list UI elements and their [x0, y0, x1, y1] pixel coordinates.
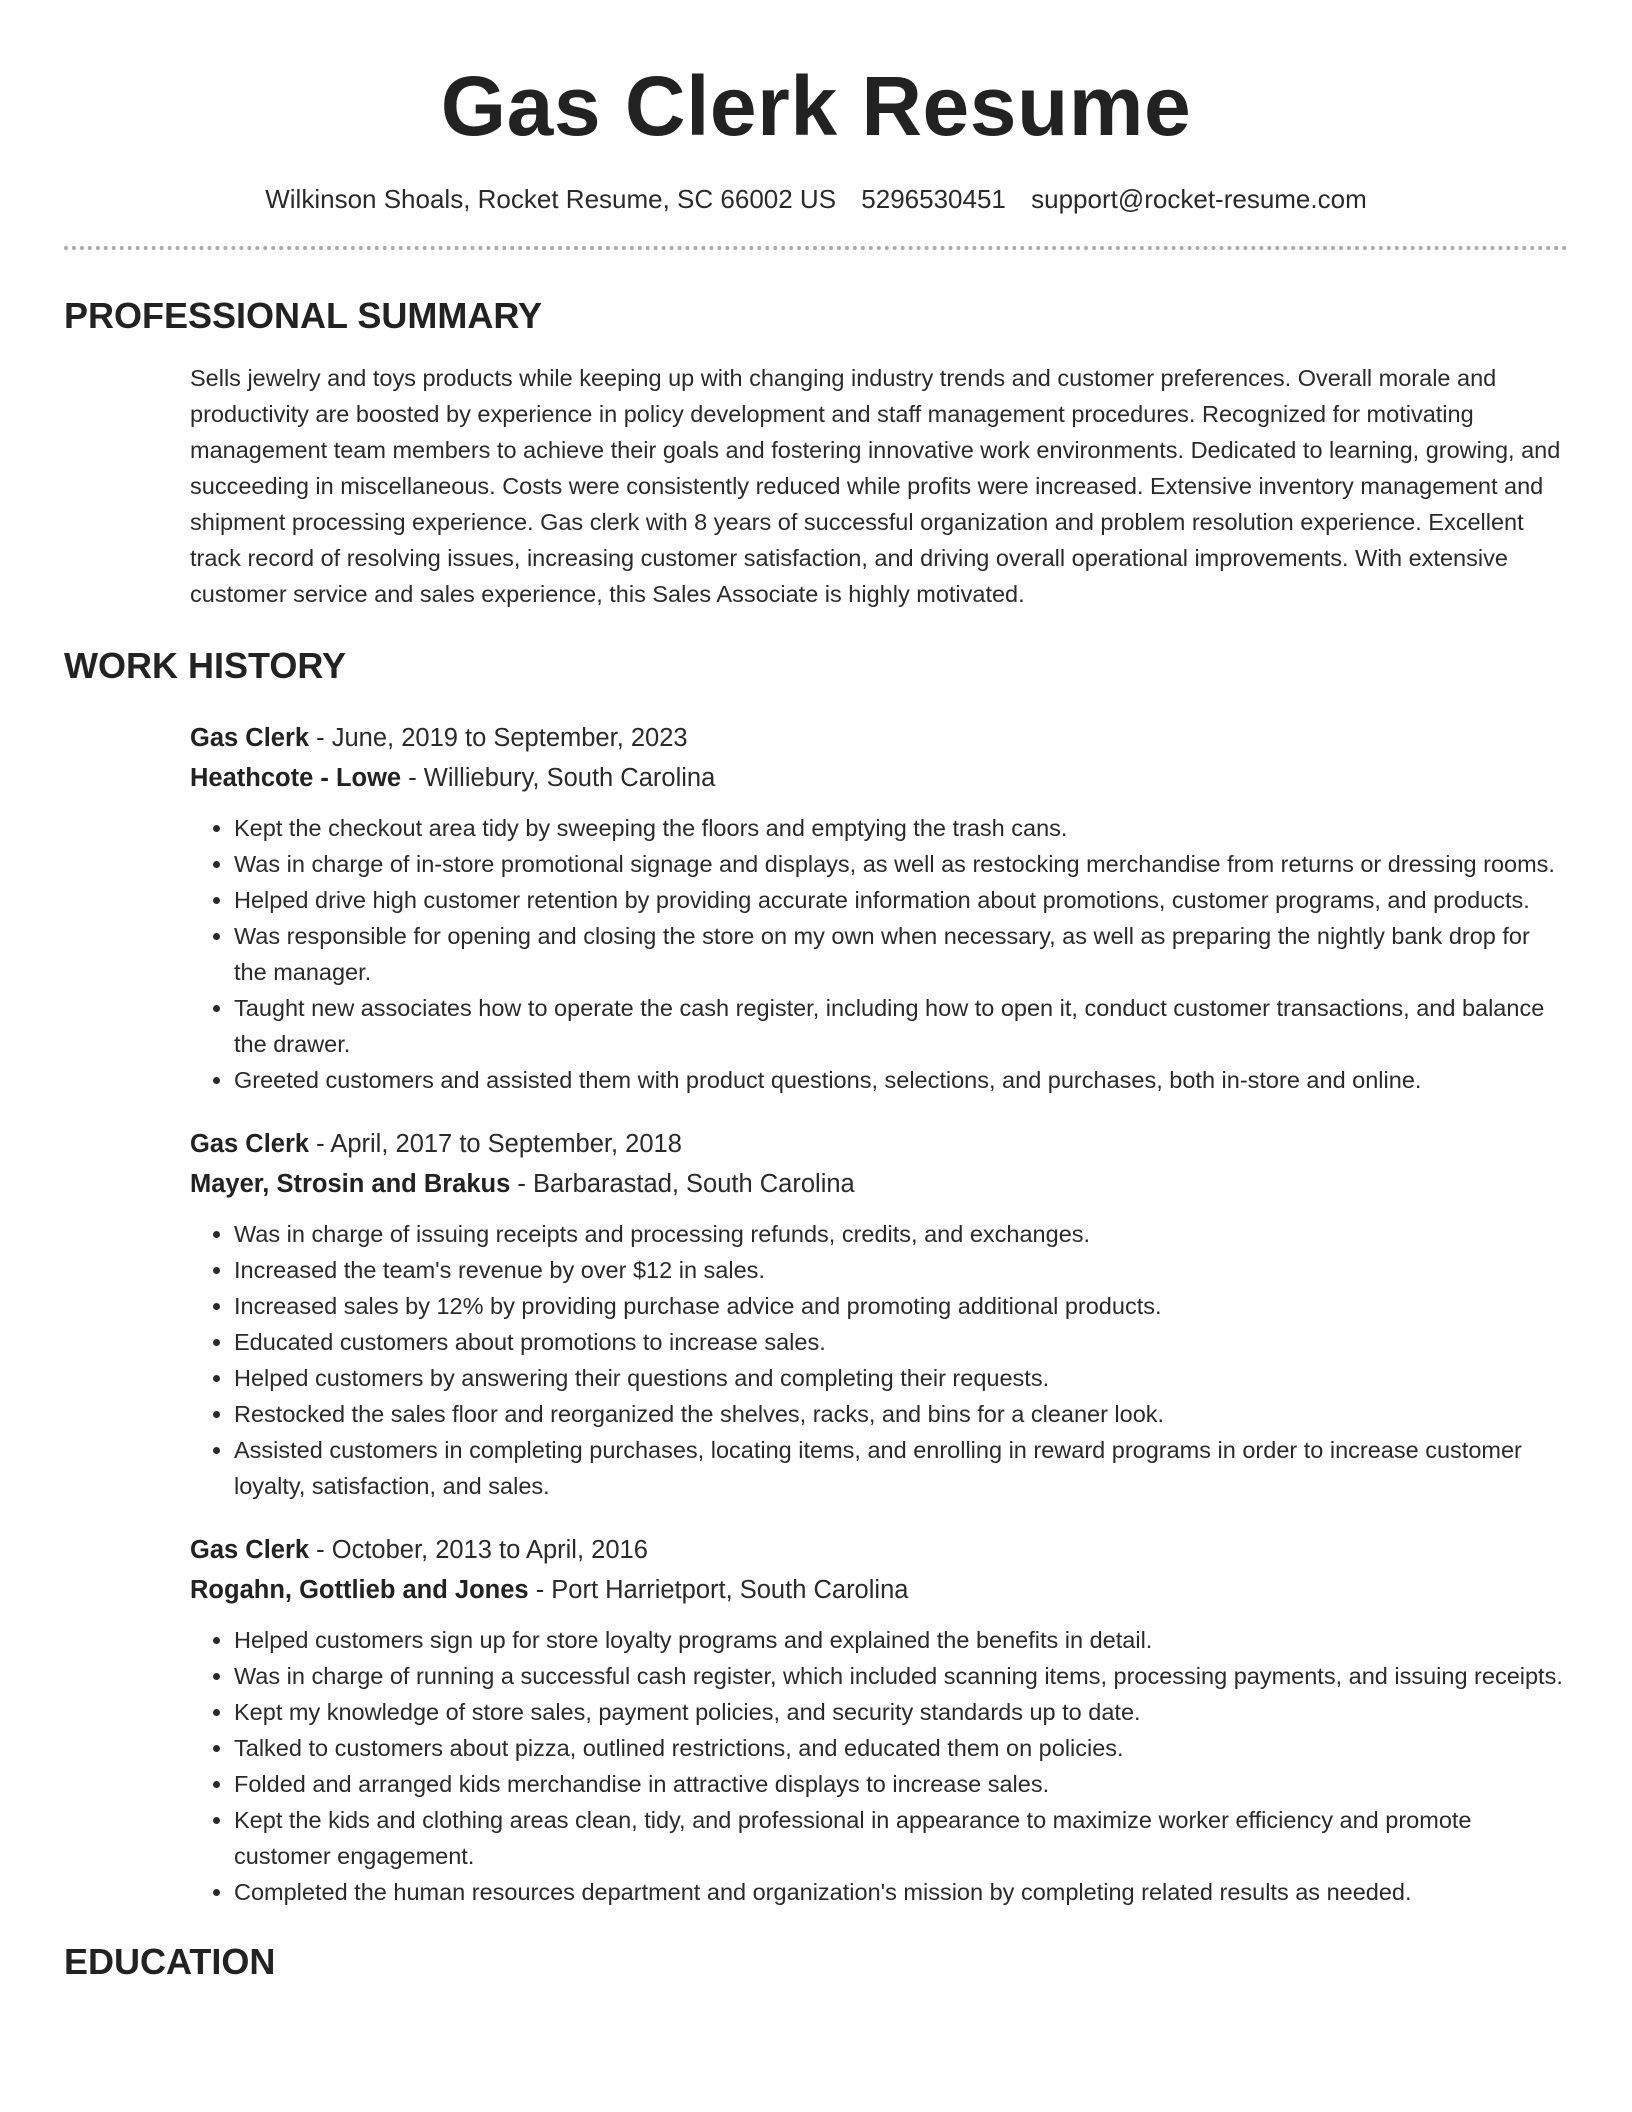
- job-title-line: [190, 718, 1568, 758]
- list-item: • Folded and arranged kids merchandise in attractive displays to increase sales.: [234, 1766, 1568, 1802]
- education-heading: EDUCATION: [64, 1941, 276, 1982]
- list-item: • Helped customers by answering their questions and completing their requests.: [234, 1360, 1568, 1396]
- list-item: • Increased the team's revenue by over $12 in sales.: [234, 1252, 1568, 1288]
- summary-heading: PROFESSIONAL SUMMARY: [64, 295, 543, 336]
- job-duties-list: [190, 1216, 1568, 1504]
- job-company-line: [190, 758, 1568, 798]
- job-location: - Barbarastad, South Carolina: [510, 1170, 855, 1198]
- contact-email: support@rocket-resume.com: [1031, 184, 1367, 214]
- job-duties-list: [190, 810, 1568, 1098]
- summary-section: [64, 294, 1568, 612]
- list-item: • Was in charge of in-store promotional signage and displays, as well as restocking merchandise from returns or dressing rooms.: [234, 846, 1568, 882]
- job-company: Rogahn, Gottlieb and Jones: [190, 1576, 529, 1604]
- list-item: • Educated customers about promotions to increase sales.: [234, 1324, 1568, 1360]
- job-dates: - April, 2017 to September, 2018: [309, 1130, 682, 1158]
- job-title-line: [190, 1530, 1568, 1570]
- list-item: • Kept the checkout area tidy by sweeping the floors and emptying the trash cans.: [234, 810, 1568, 846]
- job-location: - Williebury, South Carolina: [401, 764, 716, 792]
- list-item: • Completed the human resources department and organization's mission by completing related results as needed.: [234, 1874, 1568, 1910]
- list-item: • Was in charge of issuing receipts and processing refunds, credits, and exchanges.: [234, 1216, 1568, 1252]
- list-item: • Was responsible for opening and closing the store on my own when necessary, as well as preparing the nightly bank drop for the manager.: [234, 918, 1568, 990]
- contact-address: Wilkinson Shoals, Rocket Resume, SC 66002 US: [265, 184, 837, 214]
- list-item: • Restocked the sales floor and reorganized the shelves, racks, and bins for a cleaner look.: [234, 1396, 1568, 1432]
- job-title: Gas Clerk: [190, 1536, 310, 1564]
- job-company: Heathcote - Lowe: [190, 764, 402, 792]
- contact-phone: 5296530451: [861, 184, 1006, 214]
- job-entry: [190, 1124, 1568, 1504]
- job-company: Mayer, Strosin and Brakus: [190, 1170, 511, 1198]
- job-location: - Port Harrietport, South Carolina: [528, 1576, 909, 1604]
- list-item: • Kept my knowledge of store sales, payment policies, and security standards up to date.: [234, 1694, 1568, 1730]
- job-title-line: [190, 1124, 1568, 1164]
- education-section: [64, 1940, 1568, 1984]
- job-entry: [190, 1530, 1568, 1910]
- list-item: • Taught new associates how to operate the cash register, including how to open it, conduct customer transactions, and balance the drawer.: [234, 990, 1568, 1062]
- job-title: Gas Clerk: [190, 1130, 310, 1158]
- job-dates: - October, 2013 to April, 2016: [309, 1536, 648, 1564]
- list-item: • Helped customers sign up for store loyalty programs and explained the benefits in detail.: [234, 1622, 1568, 1658]
- job-duties-list: [190, 1622, 1568, 1910]
- job-dates: - June, 2019 to September, 2023: [309, 724, 688, 752]
- job-company-line: [190, 1164, 1568, 1204]
- list-item: • Talked to customers about pizza, outlined restrictions, and educated them on policies.: [234, 1730, 1568, 1766]
- work-history-section: [64, 644, 1568, 1910]
- work-history-heading: WORK HISTORY: [64, 645, 347, 686]
- list-item: • Increased sales by 12% by providing purchase advice and promoting additional products.: [234, 1288, 1568, 1324]
- summary-text: Sells jewelry and toys products while keeping up with changing industry trends and customer preferences. Overall morale and productivity are boosted by experience in policy development and staff management procedures. Recognized for motivating management team members to achieve their goals and fostering innovative work environments. Dedicated to learning, growing, and succeeding in miscellaneous. Costs were consistently reduced while profits were increased. Extensive inventory management and shipment processing experience. Gas clerk with 8 years of successful organization and problem resolution experience. Excellent track record of resolving issues, increasing customer satisfaction, and driving overall operational improvements. With extensive customer service and sales experience, this Sales Associate is highly motivated.: [190, 365, 1561, 607]
- contact-info: [64, 182, 1568, 216]
- job-title: Gas Clerk: [190, 724, 310, 752]
- job-company-line: [190, 1570, 1568, 1610]
- page-title: Gas Clerk Resume: [440, 59, 1192, 153]
- list-item: • Was in charge of running a successful cash register, which included scanning items, processing payments, and issuing receipts.: [234, 1658, 1568, 1694]
- list-item: • Kept the kids and clothing areas clean, tidy, and professional in appearance to maximize worker efficiency and promote customer engagement.: [234, 1802, 1568, 1874]
- list-item: • Assisted customers in completing purchases, locating items, and enrolling in reward programs in order to increase customer loyalty, satisfaction, and sales.: [234, 1432, 1568, 1504]
- list-item: • Helped drive high customer retention by providing accurate information about promotions, customer programs, and products.: [234, 882, 1568, 918]
- header-divider: [64, 246, 1568, 250]
- job-entry: [190, 718, 1568, 1098]
- list-item: • Greeted customers and assisted them with product questions, selections, and purchases, both in-store and online.: [234, 1062, 1568, 1098]
